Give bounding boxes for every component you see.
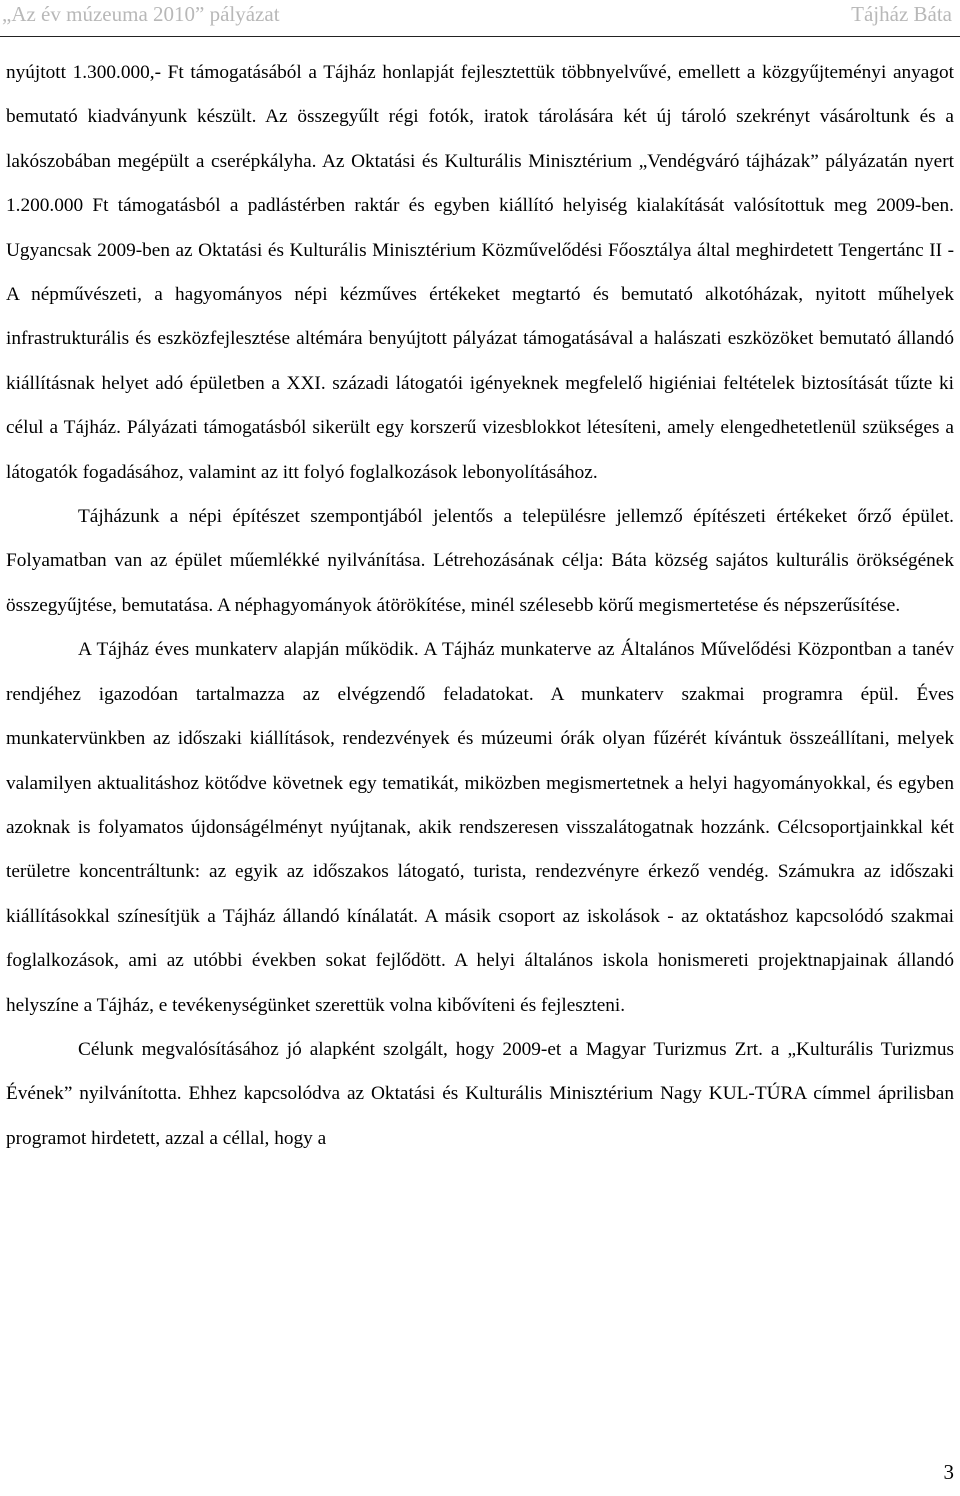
page-number: 3 <box>943 1460 954 1484</box>
page-header <box>0 0 960 37</box>
header-title: „Az év múzeuma 2010” pályázat <box>2 2 280 26</box>
paragraph: A Tájház éves munkaterv alapján működik. A Tájház munkaterve az Általános Művelődési Központban a tanév rendjéhez igazodóan tartalmazza az elvégzendő feladatokat. A munkaterv szakmai programra épül. Éves munkatervünkben az időszaki kiállítások, rendezvények és múzeumi órák olyan fűzérét kívántuk összeállítani, melyek valamilyen aktualitáshoz kötődve követnek egy tematikát, miközben megismertetnek a helyi hagyományokkal, és egyben azoknak is folyamatos újdonságélményt nyújtanak, akik rendszeresen visszalátogatnak hozzánk. Célcsoportjainkkal két területre koncentráltunk: az egyik az időszakos látogató, turista, rendezvényre érkező vendég. Számukra az időszaki kiállításokkal színesítjük a Tájház állandó kínálatát. A másik csoport az iskolások - az oktatáshoz kapcsolódó szakmai foglalkozások, ami az utóbbi években sokat fejlődött. A helyi általános iskola honismereti projektnapjainak állandó helyszíne a Tájház, e tevékenységünket szerettük volna kibővíteni és fejleszteni. <box>6 639 954 1016</box>
paragraph: Célunk megvalósításához jó alapként szolgált, hogy 2009-et a Magyar Turizmus Zrt. a „Kulturális Turizmus Évének” nyilvánította. Ehhez kapcsolódva az Oktatási és Kulturális Minisztérium Nagy KUL-TÚRA címmel áprilisban programot hirdetett, azzal a céllal, hogy a <box>6 1038 954 1149</box>
paragraph: nyújtott 1.300.000,- Ft támogatásából a Tájház honlapját fejlesztettük többnyelvűvé, emellett a közgyűjteményi anyagot bemutató kiadványunk készült. Az összegyűlt régi fotók, iratok tárolására két új tároló szekrényt vásároltunk és a lakószobában megépült a cserépkályha. Az Oktatási és Kulturális Minisztérium „Vendégváró tájházak” pályázatán nyert 1.200.000 Ft támogatásból a padlástérben raktár és egyben kiállító helyiség kialakítását valósítottuk meg 2009-ben. Ugyancsak 2009-ben az Oktatási és Kulturális Minisztérium Közművelődési Főosztálya által meghirdetett Tengertánc II - A népművészeti, a hagyományos népi kézműves értékeket megtartó és bemutató alkotóházak, nyitott műhelyek infrastrukturális és eszközfejlesztése altémára benyújtott pályázat támogatásával a halászati eszközöket bemutató állandó kiállításnak helyet adó épületben a XXI. századi látogatói igényeknek megfelelő higiéniai feltételek biztosítását tűzte ki célul a Tájház. Pályázati támogatásból sikerült egy korszerű vizesblokkot létesíteni, amely elengedhetetlenül szükséges a látogatók fogadásához, valamint az itt folyó foglalkozások lebonyolításához. <box>6 62 954 483</box>
document-body <box>6 51 954 1161</box>
paragraph: Tájházunk a népi építészet szempontjából jelentős a településre jellemző építészeti értékeket őrző épület. Folyamatban van az épület műemlékké nyilvánítása. Létrehozásának célja: Báta község sajátos kulturális örökségének összegyűjtése, bemutatása. A néphagyományok átörökítése, minél szélesebb körű megismertetése és népszerűsítése. <box>6 506 954 616</box>
header-institution: Tájház Báta <box>851 2 952 26</box>
